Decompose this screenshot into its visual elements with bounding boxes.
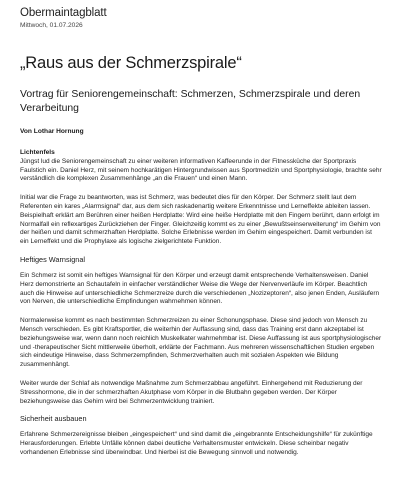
subheading-warning-signal: Heftiges Warnsignal [20,254,86,264]
author-byline: Von Lothar Hornung [20,128,84,135]
publication-name: Obermaintagblatt [20,7,107,19]
paragraph-protection-phase: Normalerweise kommt es nach bestimmten Schmerzreizen zu einer Schonungsphase. Diese sind jedoch von Mensch zu Mensch verschieden. Es gibt Kraftsportler, die weiterhin der Auffassung sind, dass das Training erst dann akzeptabel ist beziehungsweise war, wenn dann noch reichlich Muskelkater wahrnehmbar ist. Diese Auffassung ist aus sportphysiologischer und -therapeutischer Sicht mittlerweile überholt, erklärte der Fachmann. Aus mehreren wissenschaftlichen Studien ergeben sich eindeutige Hinweise, dass Schmerzempfinden, Schmerzverhalten auch mit sozialen Aspekten wie Bildung zusammenhängt. [20,317,382,369]
article-title: „Raus aus der Schmerzspirale“ [20,54,242,72]
paragraph-pain-definition: Initial war die Frage zu beantworten, was ist Schmerz, was bedeutet dies für den Körper. Der Schmerz stellt laut dem Referenten ein kares „Alarmsignal“ dar, aus dem sich raskadenartig weitere Erkenntnisse und Lerneffekte ableiten lassen. Beispielhaft erklärt am Berühren einer heißen Herdplatte: Wird eine heiße Herdplatte mit den Fingern berührt, dann erfolgt im Normalfall ein reflexartiges Zurückziehen der Finger. Gleichzeitig kommt es zu einer „Bewußtseinserweiterung“ im Gehirn von der heißen und damit schmerzhaften Herdplatte. Solche Erlebnisse werden im Gehirn eingespeichert. Damit verbunden ist ein Lerneffekt und die Prophylaxe als logische zielgerichtete Funktion. [20,194,381,246]
subheading-safety: Sicherheit ausbauen [20,414,87,424]
dateline: Lichtenfels [20,149,55,156]
paragraph-warning-signal: Ein Schmerz ist somit ein heftiges Warnsignal für den Körper und erzeugt damit entsprechende Verhaltensweisen. Daniel Herz demonstrierte an Schautafeln in einfacher verständlicher Weise die Wege der Nervenverläufe im Körper. Beachtlich auch die Hinweise auf unterschiedliche Schmerzreize durch die verschiedenen „Nozizeptoren“, also jenen Enden, Ausläufern von Nerven, die unterschiedliche Empfindungen wahrnehmen können. [20,271,380,306]
publication-date: Mittwoch, 01.07.2026 [20,22,83,29]
paragraph-sleep: Weiter wurde der Schlaf als notwendige Maßnahme zum Schmerzabbau angeführt. Einhergehend mit Reduzierung der Stresshormone, die in der schmerzhaften Akutphase vom Körper in die Blutbahn gegeben werden. Der Körper beziehungsweise das Gehirn wird bei Schmerzentwicklung trainiert. [20,379,363,405]
paragraph-intro: Jüngst lud die Seniorengemeinschaft zu einer weiteren informativen Kaffeerunde in der Fitnessküche der Sportpraxis Faulstich ein. Daniel Herz, mit seinem hochkarätigen Hintergrundwissen aus Sportmedizin und Sportphysiologie, brachte sehr verständlich die komplexen Zusammenhänge „an die Frauen“ und einen Mann. [20,157,382,183]
article-subtitle: Vortrag für Seniorengemeinschaft: Schmerzen, Schmerzspirale und deren Verarbeitung [20,89,361,114]
paragraph-experiences: Erfahrene Schmerzereignisse bleiben „eingespeichert“ und sind damit die „eingebrannte Entscheidungshilfe“ für zukünftige Herausforderungen. Erlebte Unfälle können dabei deutliche Verhaltensmuster entwickeln. Diese scheinbar negativ vorhandenen Erlebnisse sind überwindbar. Und hierbei ist die Bewegung sinnvoll und notwendig. [20,431,373,456]
